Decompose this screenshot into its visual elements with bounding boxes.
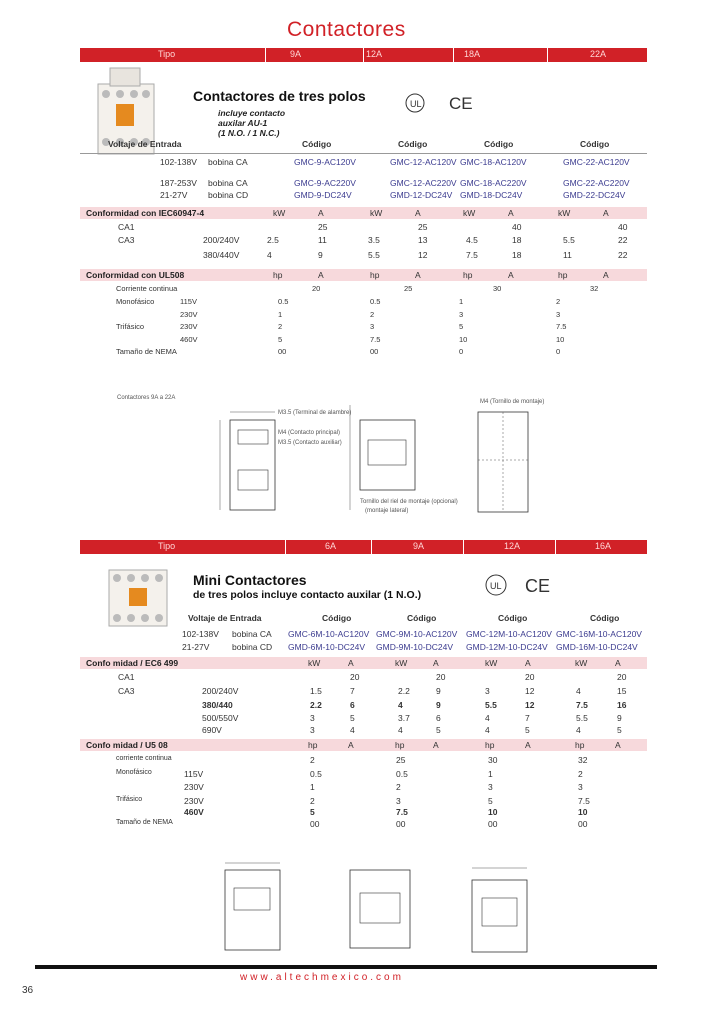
table-cell: 5.5 (485, 700, 497, 710)
ul-icon (406, 94, 424, 112)
unit-label: A (603, 270, 609, 280)
table-cell: 5 (617, 725, 622, 735)
header-col: 22A (590, 49, 607, 59)
coil-voltage: 187-253V (160, 178, 197, 188)
table-cell: 5 (278, 335, 283, 344)
table-cell: 20 (617, 672, 627, 682)
table-cell: 30 (493, 284, 502, 293)
table-cell: 1.5 (310, 686, 322, 696)
footer-rule (35, 965, 657, 969)
table-cell: 20 (350, 672, 360, 682)
table-cell: 9 (436, 700, 441, 710)
table-cell: 10 (578, 807, 588, 817)
table-cell: 7.5 (578, 796, 590, 806)
product-code: GMC-22-AC220V (563, 178, 630, 188)
table-cell: 0.5 (396, 769, 408, 779)
table-cell: 22 (618, 250, 628, 260)
table-cell: 00 (278, 347, 287, 356)
table-cell: 1 (488, 769, 493, 779)
table-cell: 20 (312, 284, 321, 293)
product-code: GMD-12-DC24V (390, 190, 453, 200)
coil-type: bobina CD (232, 642, 273, 652)
section2-header-bar (80, 540, 647, 554)
row-voltage: 380/440V (203, 250, 240, 260)
product-title: Contactores de tres polos (193, 88, 366, 104)
row-label: Tamaño de NEMA (116, 819, 173, 826)
coil-type: bobina CA (208, 178, 248, 188)
s2-iec-bar (80, 657, 647, 669)
table-cell: 7.5 (466, 250, 478, 260)
table-cell: 25 (404, 284, 413, 293)
diagram-note: (montaje lateral) (365, 508, 409, 514)
dimension-diagrams-2 (210, 858, 540, 956)
product-code: GMC-6M-10-AC120V (288, 629, 370, 639)
row-voltage: 115V (180, 297, 197, 306)
coil-type: bobina CA (208, 157, 248, 167)
unit-label: A (433, 658, 439, 668)
table-cell: 0.5 (370, 297, 381, 306)
table-cell: 22 (618, 235, 628, 245)
product-code: GMD-6M-10-DC24V (288, 642, 365, 652)
table-cell: 3 (310, 713, 315, 723)
table-cell: 7.5 (370, 335, 381, 344)
product-title: Mini Contactores (193, 572, 307, 588)
table-cell: 2 (278, 322, 283, 331)
mini-contactor-product-image (105, 560, 171, 630)
row-voltage: 500/550V (202, 713, 239, 723)
table-cell: 4 (267, 250, 272, 260)
table-cell: 12 (525, 686, 535, 696)
table-cell: 7.5 (396, 807, 408, 817)
table-cell: 3 (370, 322, 375, 331)
iec-label: Confo midad / EC6 499 (86, 658, 179, 668)
table-cell: 4 (485, 713, 490, 723)
table-cell: 3.7 (398, 713, 410, 723)
table-cell: 4 (350, 725, 355, 735)
unit-label: A (318, 208, 324, 218)
table-cell: 00 (578, 819, 588, 829)
certification-marks (405, 92, 475, 114)
product-code: GMC-9-AC120V (294, 157, 356, 167)
table-cell: 2 (578, 769, 583, 779)
row-label: Tamaño de NEMA (116, 347, 177, 356)
table-cell: 15 (617, 686, 627, 696)
table-cell: 3.5 (368, 235, 380, 245)
ul-label: Confo midad / U5 08 (86, 740, 168, 750)
table-cell: 20 (436, 672, 446, 682)
table-cell: 18 (512, 250, 522, 260)
table-cell: 0 (459, 347, 464, 356)
row-voltage: 230V (184, 782, 204, 792)
table-cell: 6 (350, 700, 355, 710)
table-cell: 2 (310, 755, 315, 765)
row-voltage: 380/440 (202, 700, 233, 710)
unit-label: kW (370, 208, 383, 218)
footer-url[interactable]: www.altechmexico.com (240, 972, 404, 983)
table-cell: 2 (370, 310, 375, 319)
row-voltage: 460V (184, 807, 204, 817)
ce-icon (449, 94, 473, 113)
unit-label: hp (575, 740, 585, 750)
header-col: 16A (595, 541, 612, 551)
unit-label: kW (308, 658, 321, 668)
table-cell: 3 (488, 782, 493, 792)
row-label: CA1 (118, 222, 135, 232)
table-cell: 10 (459, 335, 468, 344)
unit-label: hp (463, 270, 473, 280)
unit-label: A (603, 208, 609, 218)
table-cell: 9 (318, 250, 323, 260)
table-cell: 5 (459, 322, 464, 331)
header-col: 18A (464, 49, 481, 59)
product-code: GMC-9M-10-AC120V (376, 629, 458, 639)
coil-voltage: 102-138V (160, 157, 197, 167)
table-cell: 18 (512, 235, 522, 245)
table-cell: 4 (485, 725, 490, 735)
table-cell: 5.5 (576, 713, 588, 723)
header-tipo: Tipo (158, 541, 176, 551)
row-voltage: 200/240V (203, 235, 240, 245)
table-cell: 5 (525, 725, 530, 735)
code-header: Código (302, 139, 332, 149)
product-code: GMD-9M-10-DC24V (376, 642, 453, 652)
table-cell: 32 (590, 284, 599, 293)
table-cell: 2 (310, 796, 315, 806)
product-code: GMC-9-AC220V (294, 178, 356, 188)
product-code: GMD-18-DC24V (460, 190, 523, 200)
header-col: 9A (413, 541, 425, 551)
product-code: GMC-18-AC120V (460, 157, 527, 167)
table-cell: 9 (617, 713, 622, 723)
row-voltage: 200/240V (202, 686, 239, 696)
row-label: Trifásico (116, 322, 145, 331)
unit-label: hp (395, 740, 405, 750)
unit-label: A (525, 740, 531, 750)
diagram-note: M3.5 (Terminal de alambre) (278, 410, 352, 416)
coil-voltage: 21-27V (182, 642, 210, 652)
product-code: GMC-18-AC220V (460, 178, 527, 188)
row-label: Monofásico (116, 297, 155, 306)
table-cell: 2 (396, 782, 401, 792)
table-cell: 32 (578, 755, 588, 765)
coil-type: bobina CA (232, 629, 272, 639)
table-cell: 3 (578, 782, 583, 792)
product-code: GMD-9-DC24V (294, 190, 352, 200)
table-cell: 00 (370, 347, 379, 356)
unit-label: kW (395, 658, 408, 668)
row-label: Monofásico (116, 769, 152, 776)
ul-icon (486, 575, 506, 595)
table-cell: 5 (310, 807, 315, 817)
row-label: CA3 (118, 235, 135, 245)
table-cell: 5 (350, 713, 355, 723)
row-label: Corriente continua (116, 284, 178, 293)
product-subtitle (218, 108, 285, 138)
subtitle-line: (1 N.O. / 1 N.C.) (218, 128, 280, 138)
table-cell: 3 (310, 725, 315, 735)
voltage-header: Voltaje de Entrada (108, 139, 182, 149)
table-cell: 2.5 (267, 235, 279, 245)
unit-label: A (318, 270, 324, 280)
unit-label: A (415, 270, 421, 280)
table-cell: 5 (436, 725, 441, 735)
table-cell: 5.5 (368, 250, 380, 260)
product-code: GMD-12M-10-DC24V (466, 642, 548, 652)
unit-label: hp (485, 740, 495, 750)
product-code: GMD-22-DC24V (563, 190, 626, 200)
table-cell: 40 (512, 222, 522, 232)
certification-marks (485, 573, 555, 597)
diagram-caption: Contactores 9A a 22A (117, 395, 176, 401)
row-voltage: 230V (180, 310, 198, 319)
table-cell: 11 (318, 235, 327, 245)
subtitle-line: auxilar AU-1 (218, 118, 268, 128)
coil-voltage: 21-27V (160, 190, 188, 200)
table-cell: 12 (418, 250, 428, 260)
coil-type: bobina CD (208, 190, 249, 200)
unit-label: hp (370, 270, 380, 280)
table-cell: 1 (459, 297, 464, 306)
table-cell: 4 (576, 686, 581, 696)
table-cell: 5.5 (563, 235, 575, 245)
product-code: GMC-12-AC220V (390, 178, 457, 188)
table-cell: 7.5 (556, 322, 567, 331)
table-cell: 0 (556, 347, 561, 356)
table-cell: 40 (618, 222, 628, 232)
diagram-note: M4 (Tornillo de montaje) (480, 399, 545, 405)
subtitle-line: incluye contacto (218, 108, 286, 118)
table-cell: 1 (310, 782, 315, 792)
unit-label: A (615, 740, 621, 750)
diagram-note: Tornillo del riel de montaje (opcional) (360, 499, 458, 505)
unit-label: hp (558, 270, 568, 280)
table-cell: 4 (576, 725, 581, 735)
product-code: GMC-16M-10-AC120V (556, 629, 642, 639)
svg-text:CE: CE (449, 94, 473, 113)
diagram-note: M4 (Contacto principal) (278, 430, 341, 436)
row-voltage: 115V (184, 769, 204, 779)
diagram-note: M3.5 (Contacto auxiliar) (278, 440, 342, 446)
header-col: 6A (325, 541, 337, 551)
code-header: Código (498, 613, 528, 623)
unit-label: kW (273, 208, 286, 218)
table-cell: 7 (350, 686, 355, 696)
row-voltage: 230V (180, 322, 198, 331)
ce-icon (525, 576, 550, 596)
table-cell: 25 (318, 222, 328, 232)
table-cell: 9 (436, 686, 441, 696)
table-cell: 7.5 (576, 700, 588, 710)
unit-label: hp (308, 740, 318, 750)
table-cell: 20 (525, 672, 535, 682)
table-cell: 3 (556, 310, 561, 319)
table-cell: 16 (617, 700, 627, 710)
section1-header-bar (80, 48, 647, 62)
header-col: 12A (366, 49, 383, 59)
code-header: Código (407, 613, 437, 623)
row-label: CA3 (118, 686, 135, 696)
table-cell: 0.5 (278, 297, 289, 306)
header-col: 9A (290, 49, 302, 59)
table-cell: 00 (396, 819, 406, 829)
row-label: Trifásico (116, 796, 143, 803)
table-cell: 00 (488, 819, 498, 829)
table-cell: 30 (488, 755, 498, 765)
voltage-header: Voltaje de Entrada (188, 613, 262, 623)
table-cell: 2 (556, 297, 561, 306)
product-code: GMD-16M-10-DC24V (556, 642, 638, 652)
svg-text:CE: CE (525, 576, 551, 596)
code-header: Código (484, 139, 514, 149)
svg-text:UL: UL (490, 581, 502, 591)
product-code: GMC-12-AC120V (390, 157, 457, 167)
row-voltage: 230V (184, 796, 204, 806)
unit-label: A (415, 208, 421, 218)
table-cell: 00 (310, 819, 320, 829)
header-col: 12A (504, 541, 521, 551)
row-voltage: 460V (180, 335, 198, 344)
table-cell: 6 (436, 713, 441, 723)
table-cell: 3 (485, 686, 490, 696)
table-cell: 4.5 (466, 235, 478, 245)
code-header: Código (580, 139, 610, 149)
unit-label: A (615, 658, 621, 668)
page-number: 36 (22, 985, 34, 996)
product-code: GMC-22-AC120V (563, 157, 630, 167)
unit-label: A (433, 740, 439, 750)
unit-label: A (348, 740, 354, 750)
iec-label: Conformidad con IEC60947-4 (86, 208, 205, 218)
coil-voltage: 102-138V (182, 629, 219, 639)
code-header: Código (398, 139, 428, 149)
table-cell: 1 (278, 310, 283, 319)
unit-label: kW (558, 208, 571, 218)
table-cell: 11 (563, 250, 572, 260)
table-cell: 7 (525, 713, 530, 723)
table-cell: 3 (459, 310, 464, 319)
unit-label: kW (485, 658, 498, 668)
ul-label: Conformidad con UL508 (86, 270, 185, 280)
row-voltage: 690V (202, 725, 222, 735)
unit-label: A (508, 208, 514, 218)
unit-label: kW (463, 208, 476, 218)
s2-ul-bar (80, 739, 647, 751)
table-cell: 0.5 (310, 769, 322, 779)
unit-label: hp (273, 270, 283, 280)
svg-text:UL: UL (410, 99, 422, 109)
table-cell: 25 (418, 222, 428, 232)
product-subtitle: de tres polos incluye contacto auxilar (1 N.O.) (193, 589, 422, 601)
table-cell: 2.2 (398, 686, 410, 696)
table-cell: 10 (488, 807, 498, 817)
table-cell: 10 (556, 335, 565, 344)
unit-label: A (525, 658, 531, 668)
unit-label: A (508, 270, 514, 280)
code-header: Código (590, 613, 620, 623)
header-tipo: Tipo (158, 49, 176, 59)
table-cell: 5 (488, 796, 493, 806)
unit-label: A (348, 658, 354, 668)
code-header: Código (322, 613, 352, 623)
row-label: corriente continua (116, 755, 172, 762)
product-code: GMC-12M-10-AC120V (466, 629, 552, 639)
page-title: Contactores (287, 18, 406, 41)
table-cell: 2.2 (310, 700, 322, 710)
unit-label: kW (575, 658, 588, 668)
table-cell: 13 (418, 235, 428, 245)
table-cell: 25 (396, 755, 406, 765)
table-cell: 12 (525, 700, 535, 710)
table-cell: 4 (398, 725, 403, 735)
row-label: CA1 (118, 672, 135, 682)
table-cell: 3 (396, 796, 401, 806)
table-cell: 4 (398, 700, 403, 710)
